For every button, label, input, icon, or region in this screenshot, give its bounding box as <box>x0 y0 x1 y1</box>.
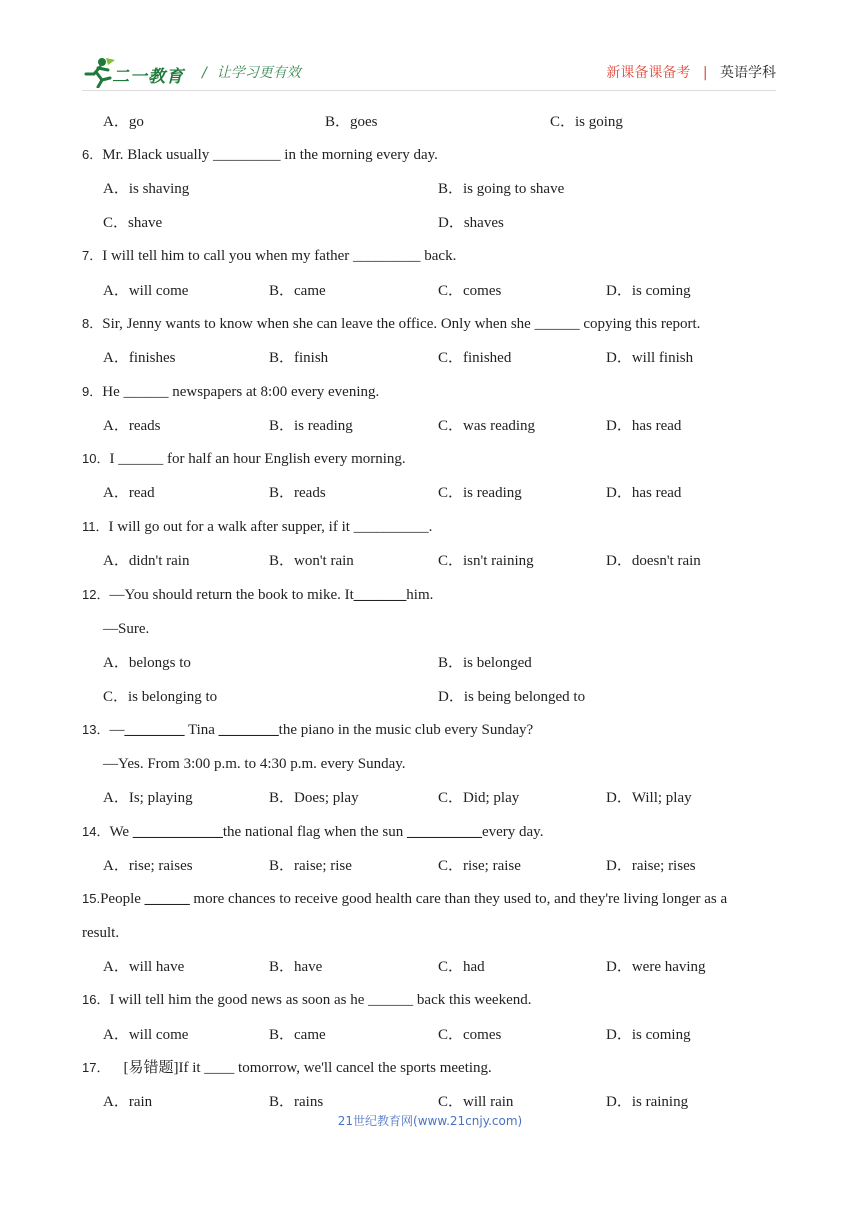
q14-number: 14． <box>82 824 110 839</box>
q8-number: 8． <box>82 316 103 331</box>
q6-option-c: C．shave <box>103 215 163 231</box>
logo-text: 二一教育 <box>112 67 184 87</box>
q7-option-b: B．came <box>269 283 326 299</box>
q16-stem <box>82 991 531 1009</box>
q9-option-b: B．is reading <box>269 418 353 434</box>
q7-option-d: D．is coming <box>606 283 691 299</box>
q6-option-b: B．is going to shave <box>438 181 565 197</box>
header-subject-label: 英语学科 <box>720 65 776 81</box>
q14-stem <box>82 823 543 841</box>
header-divider <box>82 90 776 91</box>
q6-stem <box>82 146 438 164</box>
q16-text: I will tell him the good news as soon as he ______ back this weekend. <box>109 992 532 1008</box>
q7-option-a: A．will come <box>103 283 189 299</box>
q12-option-a: A．belongs to <box>103 655 191 671</box>
q12-option-c: C．is belonging to <box>103 689 218 705</box>
q10-text: I ______ for half an hour English every morning. <box>109 451 406 467</box>
q9-option-d: D．has read <box>606 418 682 434</box>
q15-number: 15. <box>82 891 101 906</box>
q15-option-d: D．were having <box>606 959 706 975</box>
q17-option-a: A．rain <box>103 1094 153 1110</box>
q13-option-a: A．Is; playing <box>103 790 193 806</box>
q17-stem <box>82 1059 492 1077</box>
q17-text: [易错题]If it ____ tomorrow, we'll cancel the sports meeting. <box>123 1060 492 1076</box>
page-footer: 21世纪教育网(www.21cnjy.com) <box>337 1114 523 1128</box>
q7-number: 7． <box>82 248 103 263</box>
q6-option-a: A．is shaving <box>103 181 190 197</box>
page-header <box>82 56 776 92</box>
q6-number: 6． <box>82 147 103 162</box>
q11-number: 11． <box>82 519 109 534</box>
q8-option-d: D．will finish <box>606 350 694 366</box>
q16-option-d: D．is coming <box>606 1027 691 1043</box>
q7-option-c: C．comes <box>438 283 502 299</box>
q10-option-a: A．read <box>103 485 155 501</box>
q9-number: 9． <box>82 384 103 399</box>
q8-stem <box>82 315 700 333</box>
q16-option-c: C．comes <box>438 1027 502 1043</box>
q10-option-b: B．reads <box>269 485 326 501</box>
q9-text: He ______ newspapers at 8:00 every evening. <box>102 384 380 400</box>
q13-number: 13． <box>82 722 110 737</box>
q15-stem <box>82 890 727 908</box>
q16-number: 16． <box>82 992 110 1007</box>
q8-option-a: A．finishes <box>103 350 176 366</box>
q9-option-c: C．was reading <box>438 418 536 434</box>
slogan-text: 让学习更有效 <box>216 65 301 81</box>
q8-text: Sir, Jenny wants to know when she can leave the office. Only when she ______ copying this report. <box>102 316 701 332</box>
q15-option-a: A．will have <box>103 959 185 975</box>
q13-blank-1: ________ <box>124 722 185 738</box>
q11-stem <box>82 518 432 536</box>
q12-number: 12． <box>82 587 110 602</box>
q5-option-b: B．goes <box>325 114 378 130</box>
q11-option-b: B．won't rain <box>269 553 354 569</box>
q11-option-a: A．didn't rain <box>103 553 190 569</box>
q13-text-c: the piano in the music club every Sunday? <box>278 722 534 738</box>
q15-option-c: C．had <box>438 959 485 975</box>
header-right <box>606 62 776 82</box>
q7-stem <box>82 247 456 265</box>
q9-option-a: A．reads <box>103 418 161 434</box>
q11-text: I will go out for a walk after supper, if it __________. <box>108 519 433 535</box>
q13-option-c: C．Did; play <box>438 790 520 806</box>
q14-option-d: D．raise; rises <box>606 858 696 874</box>
q10-number: 10． <box>82 451 110 466</box>
q5-option-a: A．go <box>103 114 144 130</box>
q14-text-a: We <box>109 824 133 840</box>
q11-option-d: D．doesn't rain <box>606 553 701 569</box>
q17-option-d: D．is raining <box>606 1094 689 1110</box>
q11-option-c: C．isn't raining <box>438 553 534 569</box>
header-separator: | <box>702 65 708 81</box>
q15-text-b: more chances to receive good health care than they used to, and they're living longer as a <box>189 891 728 907</box>
q17-number: 17． <box>82 1060 110 1075</box>
q12-reply: —Sure. <box>103 621 150 637</box>
q10-option-c: C．is reading <box>438 485 522 501</box>
q13-text-b: Tina <box>184 722 219 738</box>
q13-blank-2: ________ <box>218 722 279 738</box>
q14-option-c: C．rise; raise <box>438 858 521 874</box>
q16-option-a: A．will come <box>103 1027 189 1043</box>
q10-option-d: D．has read <box>606 485 682 501</box>
q6-option-d: D．shaves <box>438 215 504 231</box>
q17-option-c: C．will rain <box>438 1094 514 1110</box>
header-course-label: 新课备课备考 <box>606 65 691 81</box>
q14-text-b: the national flag when the sun <box>222 824 407 840</box>
q14-blank-2: __________ <box>406 824 482 840</box>
q13-stem <box>82 721 533 739</box>
q12-text-a: —You should return the book to mike. It <box>109 587 354 603</box>
slogan: / 让学习更有效 <box>202 65 301 81</box>
q15-option-b: B．have <box>269 959 323 975</box>
q13-reply: —Yes. From 3:00 p.m. to 4:30 p.m. every Sunday. <box>103 756 406 772</box>
q15-text-a: People <box>100 891 145 907</box>
q14-text-c: every day. <box>481 824 544 840</box>
q13-option-d: D．Will; play <box>606 790 692 806</box>
q13-text-a: — <box>109 722 125 738</box>
q12-blank: _______ <box>353 587 407 603</box>
q14-option-a: A．rise; raises <box>103 858 193 874</box>
q13-option-b: B．Does; play <box>269 790 359 806</box>
q6-text: Mr. Black usually _________ in the morning every day. <box>102 147 438 163</box>
q5-option-c: C．is going <box>550 114 623 130</box>
brand-logo <box>82 56 192 90</box>
q14-option-b: B．raise; rise <box>269 858 352 874</box>
q17-option-b: B．rains <box>269 1094 324 1110</box>
q7-text: I will tell him to call you when my father _________ back. <box>102 248 457 264</box>
q10-stem <box>82 450 406 468</box>
q12-option-b: B．is belonged <box>438 655 532 671</box>
q16-option-b: B．came <box>269 1027 326 1043</box>
q8-option-c: C．finished <box>438 350 512 366</box>
q12-text-b: him. <box>406 587 434 603</box>
runner-icon <box>82 56 116 88</box>
q8-option-b: B．finish <box>269 350 329 366</box>
q15-blank: ______ <box>144 891 190 907</box>
q15-stem-continued: result. <box>82 925 120 941</box>
q14-blank-1: ____________ <box>132 824 223 840</box>
q12-option-d: D．is being belonged to <box>438 689 586 705</box>
q12-stem <box>82 586 433 604</box>
q9-stem <box>82 383 379 401</box>
